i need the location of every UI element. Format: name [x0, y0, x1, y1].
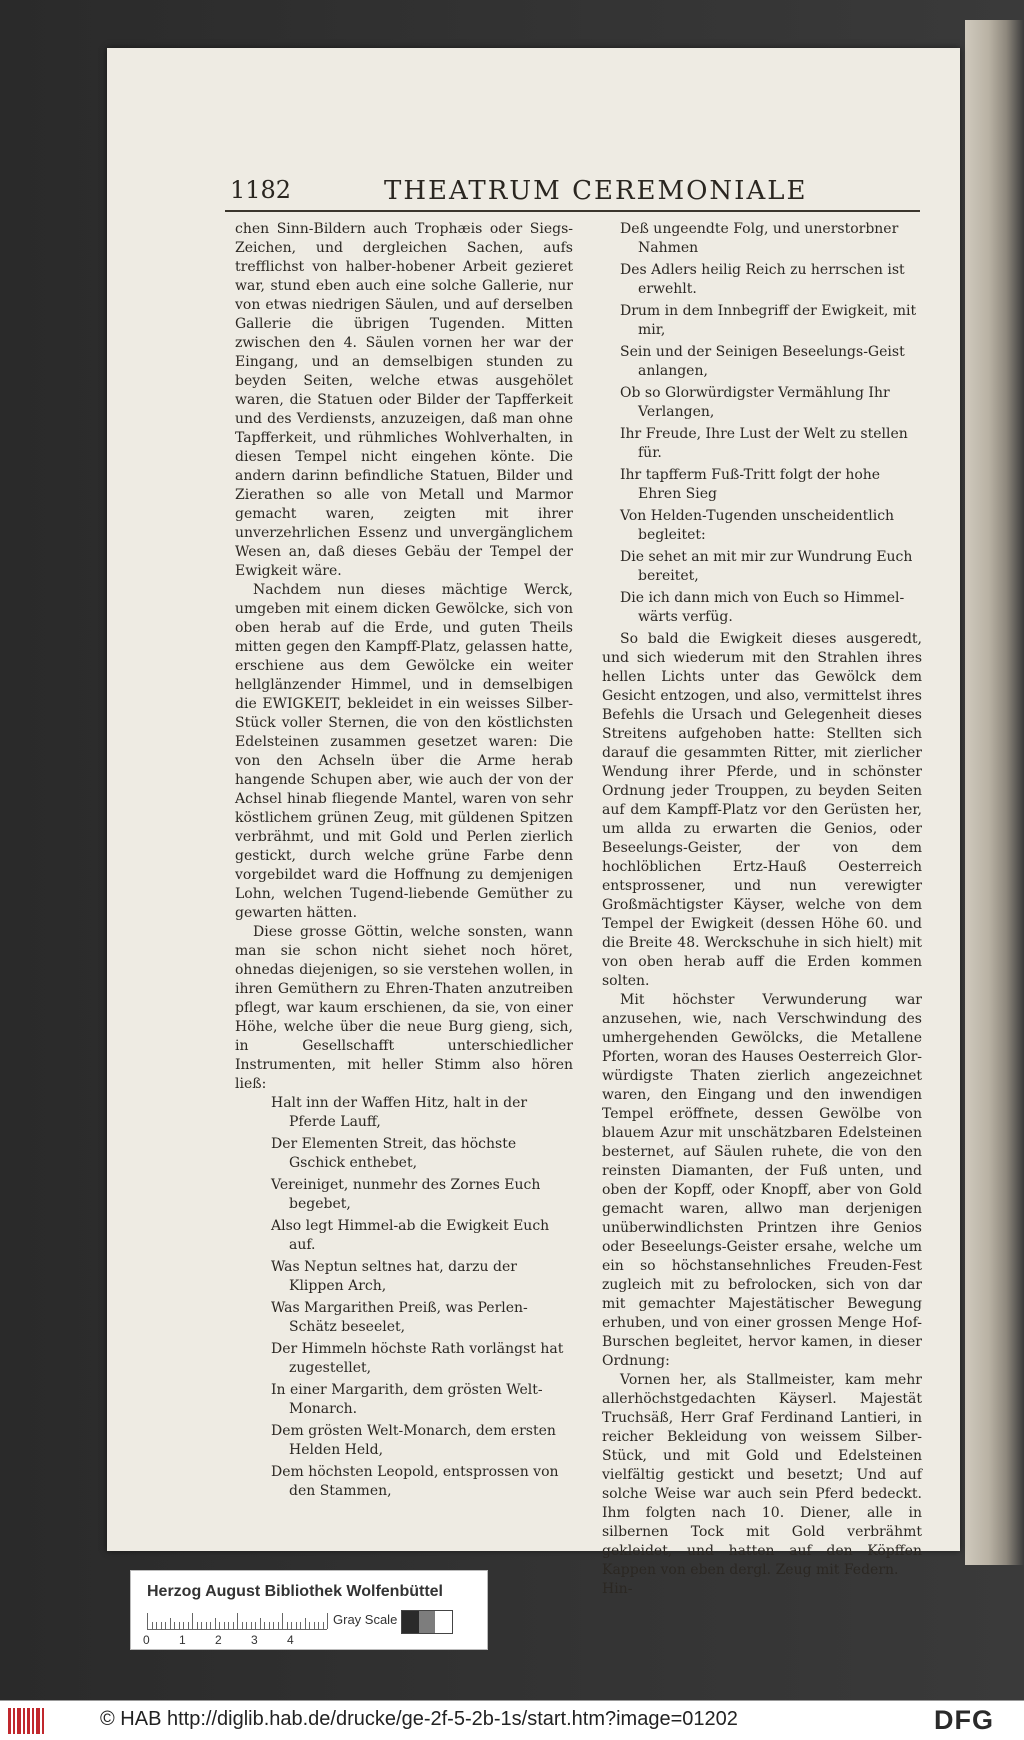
left-paragraph-1: chen Sinn-Bildern auch Trophæis oder Siegs-Zeichen, und dergleichen Sachen, aufs trefflichst von halber-hobener Arbeit gezieret war, stund eben auch eine solche Gallerie, nur von etwas niedrigen Säulen, und auf derselben Gallerie die übrigen Tugenden. Mitten zwischen den 4. Säulen vornen her war der Eingang, und an demselbigen stunden zu beyden Seiten, welche etwas ausgehölet waren, die Statuen oder Bilder der Tapfferkeit und des Verdiensts, anzuzeigen, daß man ohne Tapfferkeit, und rühmliches Wohlverhalten, in diesen Tempel nicht eingehen könte. Die andern darinn befindliche Statuen, Bilder und Zierathen so alle von Metall und Marmor gemacht waren, zeigten mit ihrer unverzehrlichen Essenz und unvergänglichem Wesen an, daß dieses Gebäu der Tempel der Ewigkeit wäre. — [235, 221, 573, 579]
verse-line: Von Helden-Tugenden unscheidentlich begleitet: — [620, 508, 895, 543]
ruler-tick — [309, 1622, 310, 1629]
verse-line: Ob so Glorwürdigster Vermählung Ihr Verlangen, — [620, 385, 890, 420]
card-title: Herzog August Bibliothek Wolfenbüttel — [147, 1583, 443, 1600]
ruler-tick — [318, 1622, 319, 1629]
verse-line: Dem grösten Welt-Monarch, dem ersten Helden Held, — [271, 1423, 556, 1458]
ruler-tick — [215, 1618, 216, 1629]
ruler-tick — [269, 1622, 270, 1629]
ruler-tick — [246, 1622, 247, 1629]
verse-line: Also legt Himmel-ab die Ewigkeit Euch auf. — [271, 1218, 550, 1253]
dfg-logo: DFG — [934, 1705, 994, 1735]
verse-line: Ihr tapfferm Fuß-Tritt folgt der hohe Ehren Sieg — [620, 467, 881, 502]
catchword: Hin- — [602, 1581, 633, 1597]
ruler-tick — [251, 1622, 252, 1629]
scale-ruler — [147, 1611, 327, 1630]
verse-line: Dem höchsten Leopold, entsprossen von den Stammen, — [271, 1464, 559, 1499]
ruler-number: 2 — [215, 1633, 222, 1647]
header-rule — [225, 210, 920, 212]
ruler-tick — [156, 1622, 157, 1629]
ruler-tick — [161, 1622, 162, 1629]
verse-line: In einer Margarith, dem grösten Welt-Monarch. — [271, 1382, 543, 1417]
ruler-tick — [282, 1613, 283, 1629]
ruler-tick — [192, 1613, 193, 1629]
ruler-tick — [210, 1622, 211, 1629]
ruler-tick — [201, 1622, 202, 1629]
ruler-tick — [228, 1622, 229, 1629]
verse-line: Deß ungeendte Folg, und unerstorbner Nahmen — [620, 221, 899, 256]
ruler-tick — [300, 1622, 301, 1629]
ruler-tick — [170, 1618, 171, 1629]
ruler-tick — [260, 1618, 261, 1629]
ruler-number: 1 — [179, 1633, 186, 1647]
ruler-tick — [147, 1613, 148, 1629]
right-paragraph-1: So bald die Ewigkeit dieses ausgeredt, und sich wiederum mit den Strahlen ihres hellen Lichts unter das Gewölck dem Gesicht entzogen, und also, vermittelst ihres Befehls die Ursach und Gelegenheit dieses Streitens aufgehoben hatte: Stellten sich darauf die gesammten Ritter, mit zierlicher Wendung ihrer Pferde, und in schönster Ordnung jeder Trouppen, zu beyden Seiten auf dem Kampff-Platz vor den Gerüsten her, um allda zu erwarten die Genios, oder Beseelungs-Geister, der von dem hochlöblichen Ertz-Hauß Oesterreich entsprossener, und nun verewigter Großmächtigster Käyser, welche von dem Tempel der Ewigkeit (dessen Höhe 60. und die Breite 48. Werckschuhe in sich hielt) mit von oben herab auff die Erden kommen solten. — [602, 631, 922, 989]
verse-line: Der Elementen Streit, das höchste Gschick enthebet, — [271, 1136, 517, 1171]
ruler-tick — [179, 1622, 180, 1629]
running-title: THEATRUM CEREMONIALE — [384, 176, 808, 206]
book-edge — [965, 20, 1024, 1565]
ruler-tick — [273, 1622, 274, 1629]
verse-line: Was Neptun seltnes hat, darzu der Klippen Arch, — [271, 1259, 517, 1294]
ruler-tick — [327, 1613, 328, 1629]
ruler-tick — [314, 1622, 315, 1629]
left-poem — [271, 1094, 573, 1501]
ruler-tick — [188, 1622, 189, 1629]
ruler-number: 0 — [143, 1633, 150, 1647]
ruler-tick — [219, 1622, 220, 1629]
ruler-tick — [287, 1622, 288, 1629]
page-number: 1182 — [230, 176, 292, 204]
right-poem — [620, 220, 922, 627]
ruler-tick — [174, 1622, 175, 1629]
verse-line: Ihr Freude, Ihre Lust der Welt zu stellen für. — [620, 426, 908, 461]
ruler-tick — [233, 1622, 234, 1629]
verse-line: Drum in dem Innbegriff der Ewigkeit, mit mir, — [620, 303, 917, 338]
ruler-tick — [296, 1622, 297, 1629]
verse-line: Sein und der Seinigen Beseelungs-Geist anlangen, — [620, 344, 905, 379]
ruler-tick — [278, 1622, 279, 1629]
gray-scale-label: Gray Scale — [333, 1612, 398, 1627]
right-column — [602, 220, 922, 1599]
ruler-tick — [291, 1622, 292, 1629]
ruler-tick — [255, 1622, 256, 1629]
gray-scale-swatch — [401, 1610, 453, 1634]
barcode-icon — [8, 1708, 48, 1734]
left-paragraph-3: Diese grosse Göttin, welche sonsten, wann man sie schon nicht siehet noch höret, ohnedas diejenigen, so sie verstehen wollen, in ihren Gemüthern zu Ehren-Thaten anzutreiben pflegt, war kaum erschienen, da sie, von einer Höhe, welche über die neue Burg gieng, sich, in Gesellschafft unterschiedlicher Instrumenten, mit heller Stimm also hören ließ: — [235, 924, 573, 1092]
ruler-tick — [242, 1622, 243, 1629]
ruler-number: 3 — [251, 1633, 258, 1647]
ruler-tick — [206, 1622, 207, 1629]
ruler-tick — [264, 1622, 265, 1629]
verse-line: Halt inn der Waffen Hitz, halt in der Pferde Lauff, — [271, 1095, 528, 1130]
verse-line: Was Margarithen Preiß, was Perlen-Schätz beseelet, — [271, 1300, 528, 1335]
right-paragraph-2: Mit höchster Verwunderung war anzusehen, wie, nach Verschwindung des umhergehenden Gewölcks, die Metallene Pforten, woran des Hauses Oesterreich Glor-würdigste Thaten zierlich angezeichnet waren, den Eingang und den inwendigen Tempel eröffnete, dessen Gewölbe von blauem Azur mit unschätzbaren Edelsteinen besternet, auf Säulen ruhete, die von den reinsten Diamanten, der Fuß unten, und oben der Kopff, oder Knopff, aber von Gold gemacht waren, allwo man derjenigen unüberwindlichsten Printzen ihre Genios oder Beseelungs-Geister ersahe, welche um ein so höchstansehnliches Freuden-Fest zugleich mit zu befrolocken, sich von dar mit gemachter Majestätischer Bewegung erhuben, und von einer grossen Menge Hof-Burschen begleitet, hervor kamen, in dieser Ordnung: — [602, 992, 922, 1369]
ruler-tick — [197, 1622, 198, 1629]
footer-link[interactable]: © HAB http://diglib.hab.de/drucke/ge-2f-5-2b-1s/start.htm?image=01202 — [100, 1708, 738, 1730]
verse-line: Die ich dann mich von Euch so Himmel-wärts verfüg. — [620, 590, 905, 625]
verse-line: Der Himmeln höchste Rath vorlängst hat zugestellet, — [271, 1341, 564, 1376]
library-color-card — [130, 1570, 488, 1650]
footer-bar — [0, 1700, 1024, 1740]
ruler-tick — [323, 1622, 324, 1629]
ruler-tick — [183, 1622, 184, 1629]
ruler-tick — [224, 1622, 225, 1629]
right-paragraph-3: Vornen her, als Stallmeister, kam mehr allerhöchstgedachten Käyserl. Majestät Truchsäß, Herr Graf Ferdinand Lantieri, in reicher Bekleidung von weissem Silber-Stück, und mit Gold und Edelsteinen vielfältig gestickt und besetzt; Und auf solche Weise war auch sein Pferd bedeckt. Ihm folgten nach 10. Diener, alle in silbernen Tock mit Gold verbrähmt gekleidet, und hatten auf den Köpffen Kappen von eben dergl. Zeug mit Federn. — [602, 1372, 922, 1578]
ruler-tick — [152, 1622, 153, 1629]
verse-line: Vereiniget, nunmehr des Zornes Euch begebet, — [271, 1177, 541, 1212]
left-paragraph-2: Nachdem nun dieses mächtige Werck, umgeben mit einem dicken Gewölcke, sich von oben herab auf die Erde, und guten Theils mitten gegen den Kampff-Platz, gelassen hatte, erschiene aus dem Gewölcke ein weiter hellglänzender Himmel, und in demselbigen die EWIGKEIT, bekleidet in ein weisses Silber-Stück voller Sternen, die von den köstlichsten Edelsteinen zusammen gesetzet waren: Die von den Achseln über die Arme herab hangende Schupen aber, wie auch der von der Achsel hinab fliegende Mantel, waren von sehr köstlichem grünen Zeug, mit güldenen Spitzen verbrähmt, und mit Gold und Perlen zierlich gestickt, durch welche grüne Farbe denn vorgebildet ward die Hoffnung zu demjenigen Lohn, welchen Tugend-liebende Gemüther zu gewarten hätten. — [235, 582, 573, 921]
verse-line: Des Adlers heilig Reich zu herrschen ist erwehlt. — [620, 262, 905, 297]
ruler-number: 4 — [287, 1633, 294, 1647]
ruler-tick — [305, 1618, 306, 1629]
ruler-tick — [165, 1622, 166, 1629]
ruler-tick — [237, 1613, 238, 1629]
left-column — [235, 220, 573, 1504]
verse-line: Die sehet an mit mir zur Wundrung Euch bereitet, — [620, 549, 913, 584]
